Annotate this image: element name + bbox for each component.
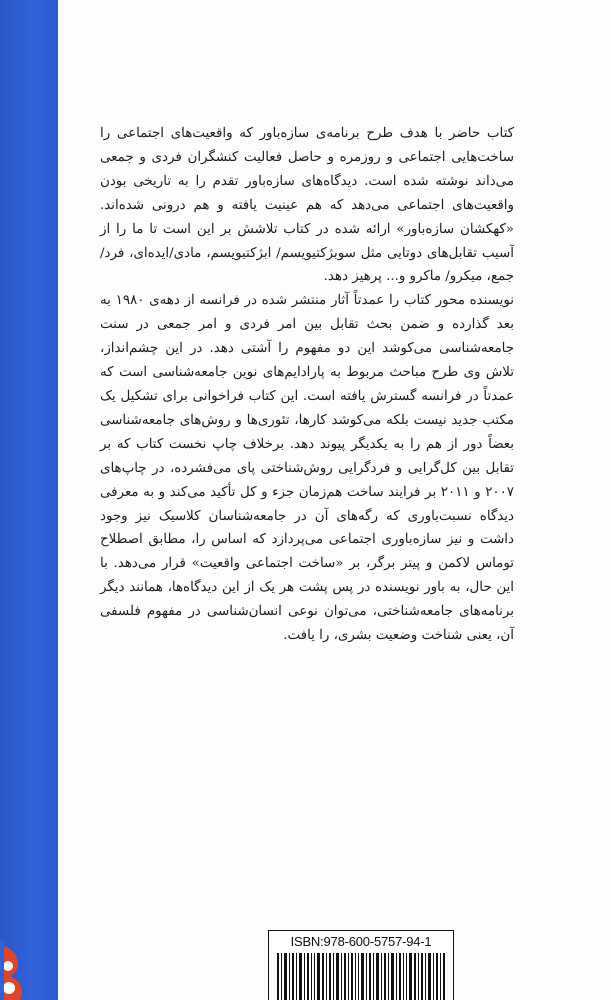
publisher-logo-icon <box>0 940 30 1000</box>
isbn-barcode <box>268 930 454 1000</box>
isbn-label: ISBN:978-600-5757-94-1 <box>290 934 432 949</box>
paragraph-1: کتاب حاضر با هدف طرح برنامه‌ی سازه‌باور که واقعیت‌های اجتماعی را ساخت‌هایی اجتماعی و روزمره و حاصل فعالیت کنشگران فردی و جمعی می‌داند نوشته شده است. دیدگاه‌های سازه‌باور تقدم را به تاریخی بودن واقعیت‌های اجتماعی می‌دهد که هم عینیت یافته و هم درونی شده‌اند. «کهکشان سازه‌باور» ارائه شده در کتاب تلاشش بر این است تا ما را از آسیب تقابل‌های دوتایی مثل سوبژکتیویسم/ ابژکتیویسم، مادی/ایده‌ای، فرد/ جمع، میکرو/ ماکرو و... پرهیز دهد. <box>100 126 514 285</box>
paragraph-2: نویسنده محور کتاب را عمدتاً آثار منتشر شده در فرانسه از دهه‌ی ۱۹۸۰ به بعد گذارده و ضمن بحث تقابل بین امر فردی و امر جمعی در سنت جامعه‌شناسی می‌کوشد این دو مفهوم را آشتی دهد. در این چشم‌انداز، تلاش وی طرح مباحث مربوط به پارادایم‌های نوین جامعه‌شناسی است که عمدتاً در فرانسه گسترش یافته است. این کتاب فراخوانی برای تشکیل یک مکتب جدید نیست بلکه می‌کوشد کارها، تئوری‌ها و روش‌های جامعه‌شناسی بعضاً دور از هم را به یکدیگر پیوند دهد. برخلاف چاپ نخست کتاب که بر تقابل بین کل‌گرایی و فردگرایی روش‌شناختی پای می‌فشرده، در چاپ‌های ۲۰۰۷ و ۲۰۱۱ بر فرایند ساخت هم‌زمان جزء و کل تأکید می‌کند و به معرفی دیدگاه نسبت‌باوری که رگه‌های آن در جامعه‌شناسان کلاسیک نیز وجود داشت و نیز سازه‌باوری اجتماعی می‌پردازد که اساس را، مطابق اصطلاح توماس لاکمن و پیتر برگر، بر «ساخت اجتماعی واقعیت» قرار می‌دهد. با این حال، به باور نویسنده در پس پشت هر یک از این دیدگاه‌ها، همانند دیگر برنامه‌های جامعه‌شناختی، می‌توان نوعی انسان‌شناسی در مفهوم فلسفی آن، یعنی شناخت وضعیت بشری، را یافت. <box>100 293 515 644</box>
description-text <box>100 122 514 648</box>
barcode-icon <box>277 953 445 1000</box>
blue-spine-strip <box>0 0 58 1000</box>
